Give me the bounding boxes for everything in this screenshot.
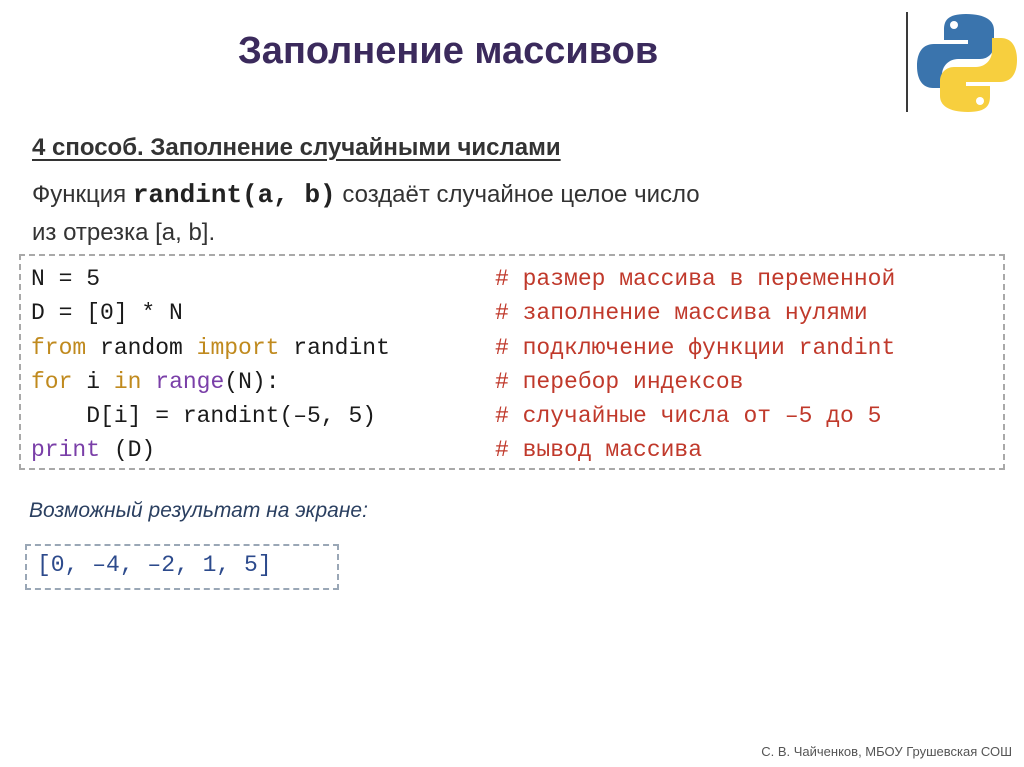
code-builtin: print xyxy=(31,437,101,464)
python-logo-icon xyxy=(914,10,1020,116)
code-comment: # вывод массива xyxy=(495,437,703,464)
code-builtin: range xyxy=(155,368,225,395)
code-keyword: import xyxy=(196,334,280,361)
code-line xyxy=(31,399,882,433)
method-subtitle: 4 способ. Заполнение случайными числами xyxy=(32,134,561,161)
code-text: N = 5 xyxy=(31,266,101,292)
description-suffix: создаёт случайное целое число xyxy=(335,181,700,208)
code-line xyxy=(31,331,896,365)
code-line xyxy=(31,296,868,330)
slide-title: Заполнение массивов xyxy=(238,30,659,72)
code-text: D = [0] * N xyxy=(31,300,183,327)
code-text: random xyxy=(86,334,197,361)
code-keyword: in xyxy=(113,368,142,395)
code-comment: # подключение функции randint xyxy=(495,334,896,361)
code-comment: # случайные числа от –5 до 5 xyxy=(495,403,882,430)
code-text: D[i] = randint(–5, 5) xyxy=(31,403,377,430)
code-keyword: from xyxy=(31,334,87,361)
code-comment: # перебор индексов xyxy=(495,368,744,395)
result-output: [0, –4, –2, 1, 5] xyxy=(37,552,272,578)
code-text: (D) xyxy=(100,437,156,464)
code-text: i xyxy=(72,368,114,395)
description xyxy=(32,176,892,252)
header-divider xyxy=(906,12,908,112)
function-signature: randint(a, b) xyxy=(132,180,336,210)
result-label: Возможный результат на экране: xyxy=(29,499,368,522)
author-footer: С. В. Чайченков, МБОУ Грушевская СОШ xyxy=(761,744,1012,759)
code-text: (N): xyxy=(224,368,280,395)
code-line xyxy=(31,433,703,467)
description-prefix: Функция xyxy=(32,181,133,208)
code-text: randint xyxy=(279,334,390,361)
code-comment: # размер массива в переменной xyxy=(495,266,896,292)
code-keyword: for xyxy=(31,368,73,395)
code-line xyxy=(31,262,896,296)
code-comment: # заполнение массива нулями xyxy=(495,300,868,327)
code-line xyxy=(31,365,744,399)
description-line2: из отрезка [a, b]. xyxy=(32,219,216,246)
code-text xyxy=(141,369,155,395)
code-block xyxy=(31,262,896,468)
